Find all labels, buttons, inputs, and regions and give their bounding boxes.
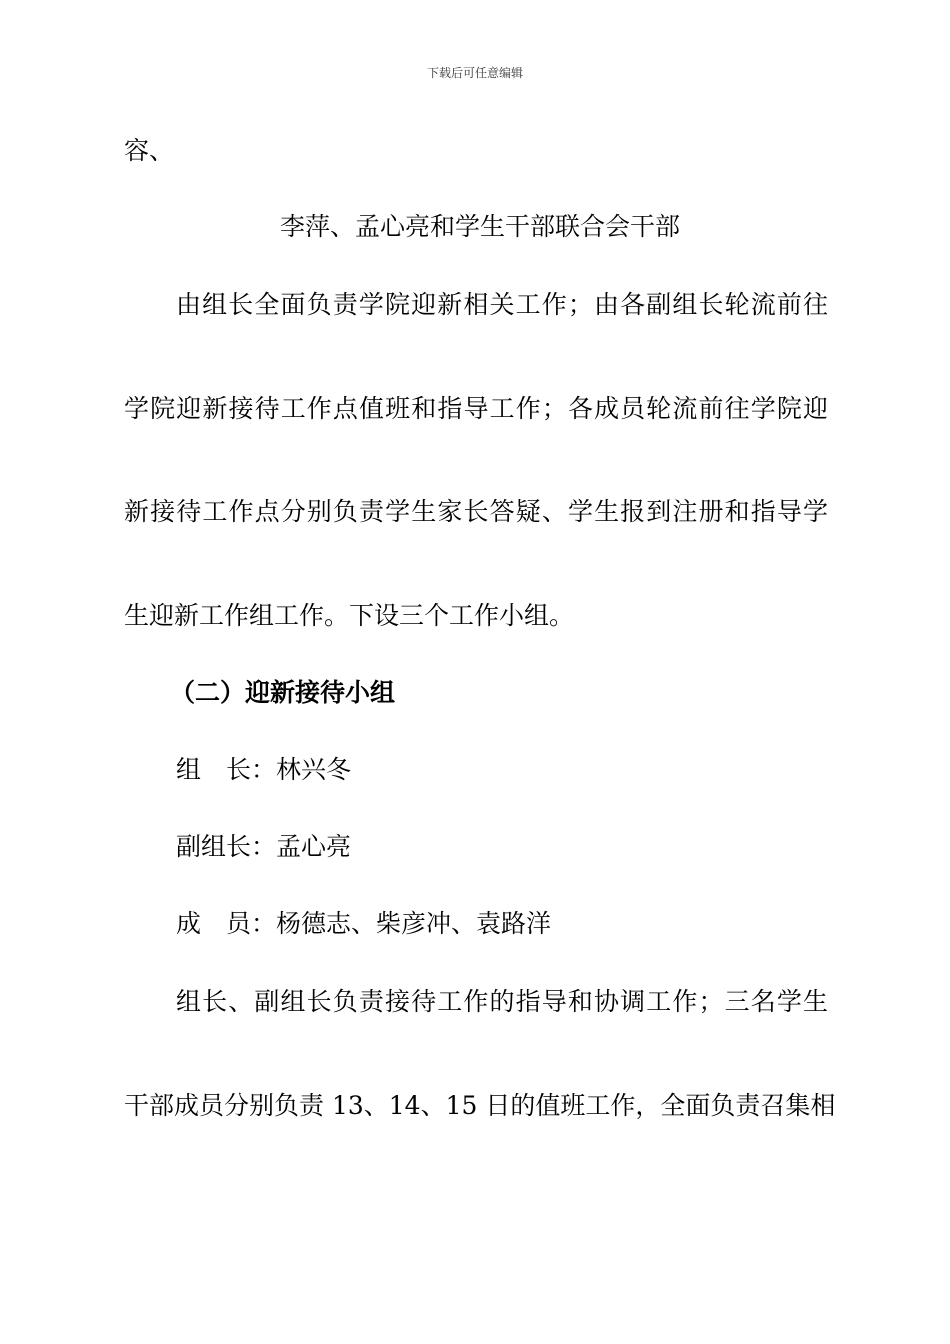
section-heading: （二）迎新接待小组 [170, 678, 396, 707]
page-header: 下载后可任意编辑 [426, 66, 523, 80]
deputy-label: 副组长： [176, 832, 277, 861]
leader-label: 组 长： [176, 755, 277, 784]
paragraph-line: 由组长全面负责学院迎新相关工作；由各副组长轮流前往 [176, 290, 828, 319]
deputy-row [176, 832, 828, 862]
deputy-value: 孟心亮 [276, 832, 352, 861]
paragraph-line: 干部成员分别负责 13、14、15 日的值班工作，全面负责召集相 [124, 1091, 836, 1120]
paragraph-line: 学院迎新接待工作点值班和指导工作；各成员轮流前往学院迎 [124, 394, 828, 423]
paragraph-line: 生迎新工作组工作。下设三个工作小组。 [124, 601, 575, 630]
leader-value: 林兴冬 [276, 755, 352, 784]
leader-row [176, 755, 828, 785]
members-label: 成 员： [176, 909, 277, 938]
members-value: 杨德志、柴彦冲、袁路洋 [276, 909, 552, 938]
text-line: 李萍、孟心亮和学生干部联合会干部 [279, 212, 680, 241]
paragraph-line: 组长、副组长负责接待工作的指导和协调工作；三名学生 [176, 987, 828, 1016]
paragraph-line: 新接待工作点分别负责学生家长答疑、学生报到注册和指导学 [124, 497, 828, 526]
text-line: 容、 [124, 136, 175, 165]
members-row [176, 909, 828, 939]
